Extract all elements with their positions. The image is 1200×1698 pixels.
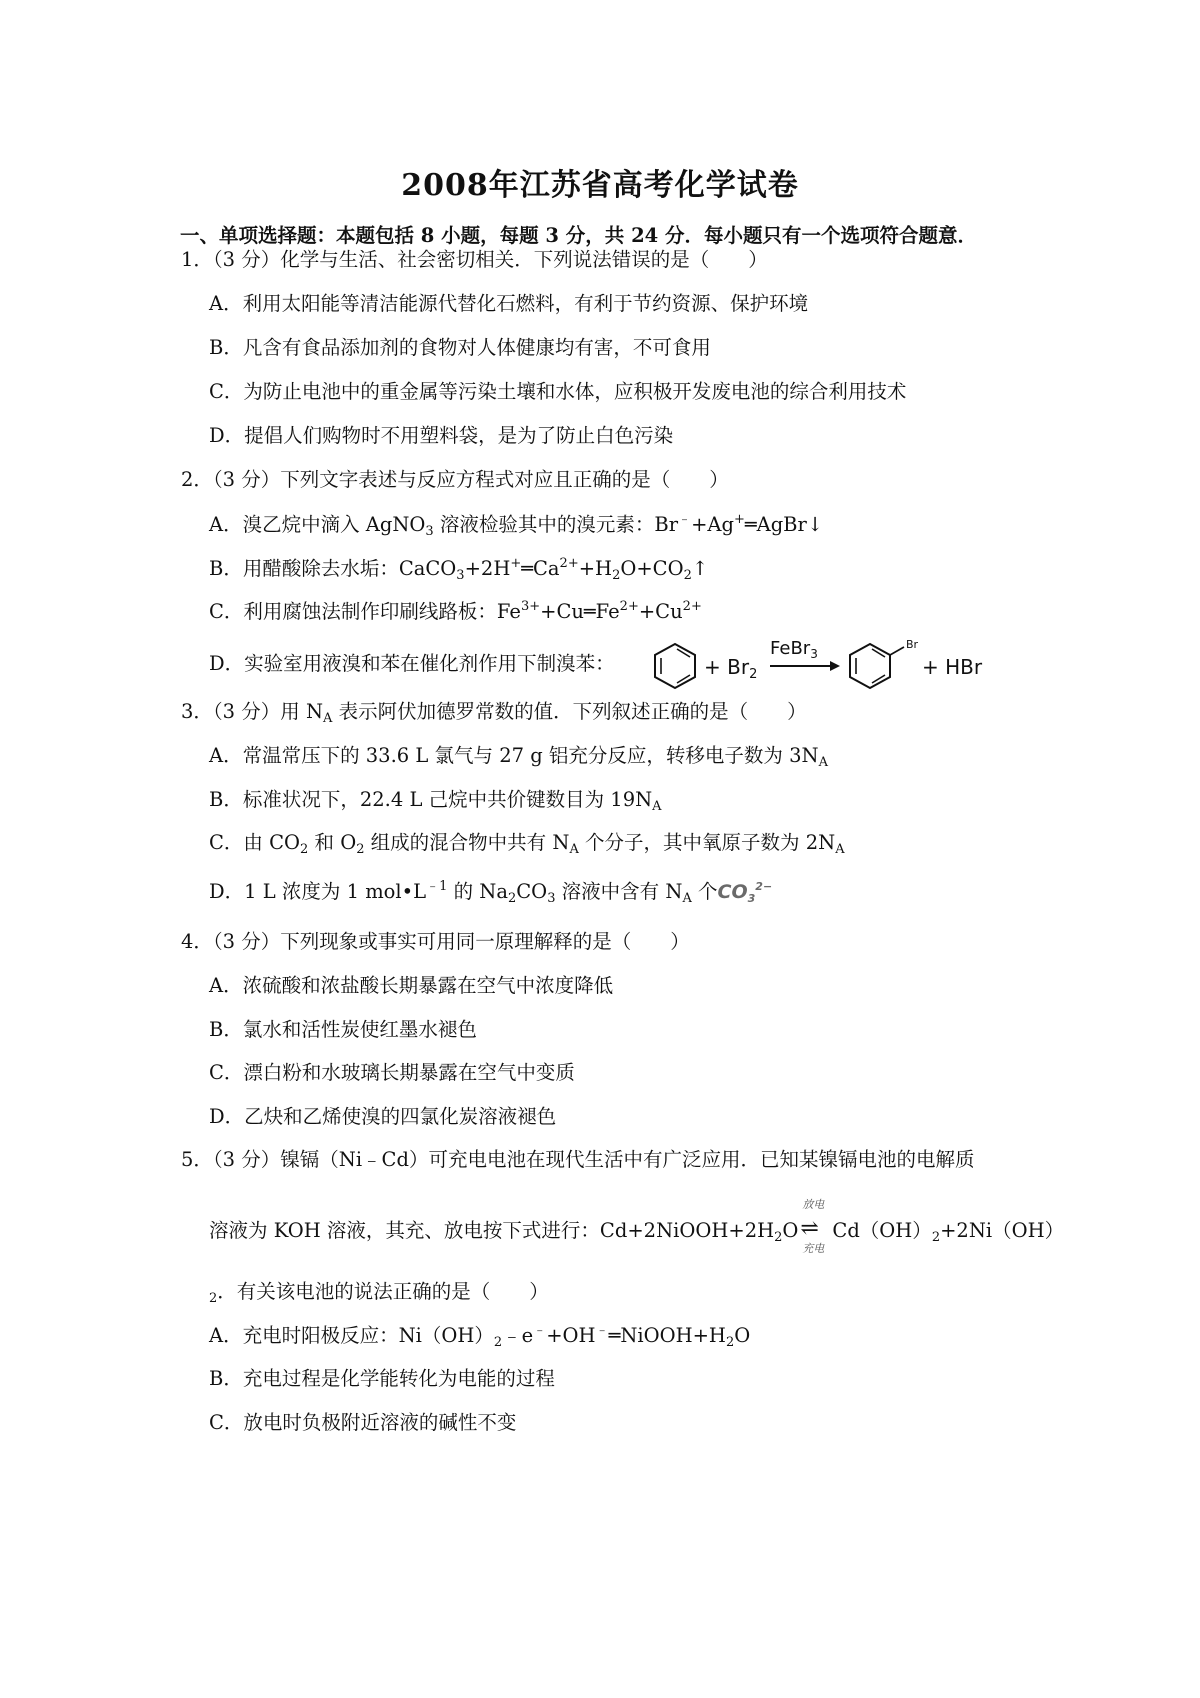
question-2-option-c: C．利用腐蚀法制作印刷线路板：$Fe^{3+}+Cu═Fe^{2+}+Cu^{2+}$ <box>209 599 702 623</box>
question-2-option-d: D．实验室用液溴和苯在催化剂作用下制溴苯： <box>209 652 615 675</box>
question-4-option-c: C．漂白粉和水玻璃长期暴露在空气中变质 <box>209 1061 575 1084</box>
question-2-option-a: A．溴乙烷中滴入 AgNO$_3$ 溶液检验其中的溴元素：Br﹣+Ag+═AgBr↓ <box>209 512 824 539</box>
page-title: 2008年江苏省高考化学试卷 <box>401 168 799 203</box>
question-4-option-a: A．浓硫酸和浓盐酸长期暴露在空气中浓度降低 <box>209 974 614 997</box>
question-5-stem-line-2: 溶液为 KOH 溶液，其充、放电按下式进行：$Cd+2NiOOH+2H_2O$ 放电 ⇌ 充电 $Cd(OH)_2+2Ni(OH)$ <box>209 1198 1065 1255</box>
question-3-option-a: A．常温常压下的 33.6 L 氯气与 27 g 铝充分反应，转移电子数为 $3N_A$ <box>209 744 828 770</box>
question-3-option-b: B．标准状况下，22.4 L 己烷中共价键数目为 $19N_A$ <box>209 788 662 814</box>
question-1-option-b: B．凡含有食品添加剂的食物对人体健康均有害，不可食用 <box>209 336 711 359</box>
question-1-stem: 1．（3 分）化学与生活、社会密切相关．下列说法错误的是（ ） <box>181 248 768 271</box>
question-2-option-b: B．用醋酸除去水垢：$CaCO_3+2H^+═Ca^{2+}+H_2O+CO_2↑$ <box>209 556 709 583</box>
reversible-arrow: 放电 ⇌ 充电 <box>800 1198 825 1255</box>
question-1-option-d: D．提倡人们购物时不用塑料袋，是为了防止白色污染 <box>209 424 674 447</box>
question-3-option-d: D．1 L 浓度为 1 $mol•L^{﹣1}$ 的 $Na_2CO_3$ 溶液中含有 $N_A$ 个$CO_3^{2-}$ <box>209 879 773 906</box>
question-4-option-d: D．乙炔和乙烯使溴的四氯化炭溶液褪色 <box>209 1105 557 1128</box>
question-5-stem-line-3: $_2$．有关该电池的说法正确的是（ ） <box>209 1280 549 1306</box>
carbonate-ion-image: $CO_3^{2-}$ <box>717 880 773 905</box>
catalyst-label: FeBr$_3$ <box>770 638 818 661</box>
question-1-option-a: A．利用太阳能等清洁能源代替化石燃料，有利于节约资源、保护环境 <box>209 292 809 315</box>
question-1-option-c: C．为防止电池中的重金属等污染土壤和水体，应积极开发废电池的综合利用技术 <box>209 380 907 403</box>
question-2-stem: 2．（3 分）下列文字表述与反应方程式对应且正确的是（ ） <box>181 468 729 491</box>
question-5-stem-line-1: 5．（3 分）镍镉（Ni﹣Cd）可充电电池在现代生活中有广泛应用．已知某镍镉电池的电解质 <box>181 1148 975 1171</box>
question-5-option-b: B．充电过程是化学能转化为电能的过程 <box>209 1367 555 1390</box>
section-heading: 一、单项选择题：本题包括 8 小题，每题 3 分，共 24 分．每小题只有一个选项符合题意． <box>180 224 978 247</box>
question-5-option-c: C．放电时负极附近溶液的碱性不变 <box>209 1411 517 1434</box>
question-4-stem: 4．（3 分）下列现象或事实可用同一原理解释的是（ ） <box>181 930 690 953</box>
substituent-label: Br <box>906 638 919 651</box>
question-5-option-a: A．充电时阳极反应：$Ni(OH)_2﹣e^﹣+OH^﹣═NiOOH+H_2O$ <box>209 1323 751 1350</box>
question-4-option-b: B．氯水和活性炭使红墨水褪色 <box>209 1018 477 1041</box>
question-3-option-c: C．由 $CO_2$ 和 $O_2$ 组成的混合物中共有 $N_A$ 个分子，其中氧原子数为 $2N_A$ <box>209 831 845 857</box>
product-tail-label: + HBr <box>922 655 983 679</box>
question-3-stem: 3．（3 分）用 $N_A$ 表示阿伏加德罗常数的值．下列叙述正确的是（ ） <box>181 700 807 726</box>
reagent-label: + $Br_2$ <box>704 655 758 682</box>
bromination-scheme <box>650 636 1020 698</box>
